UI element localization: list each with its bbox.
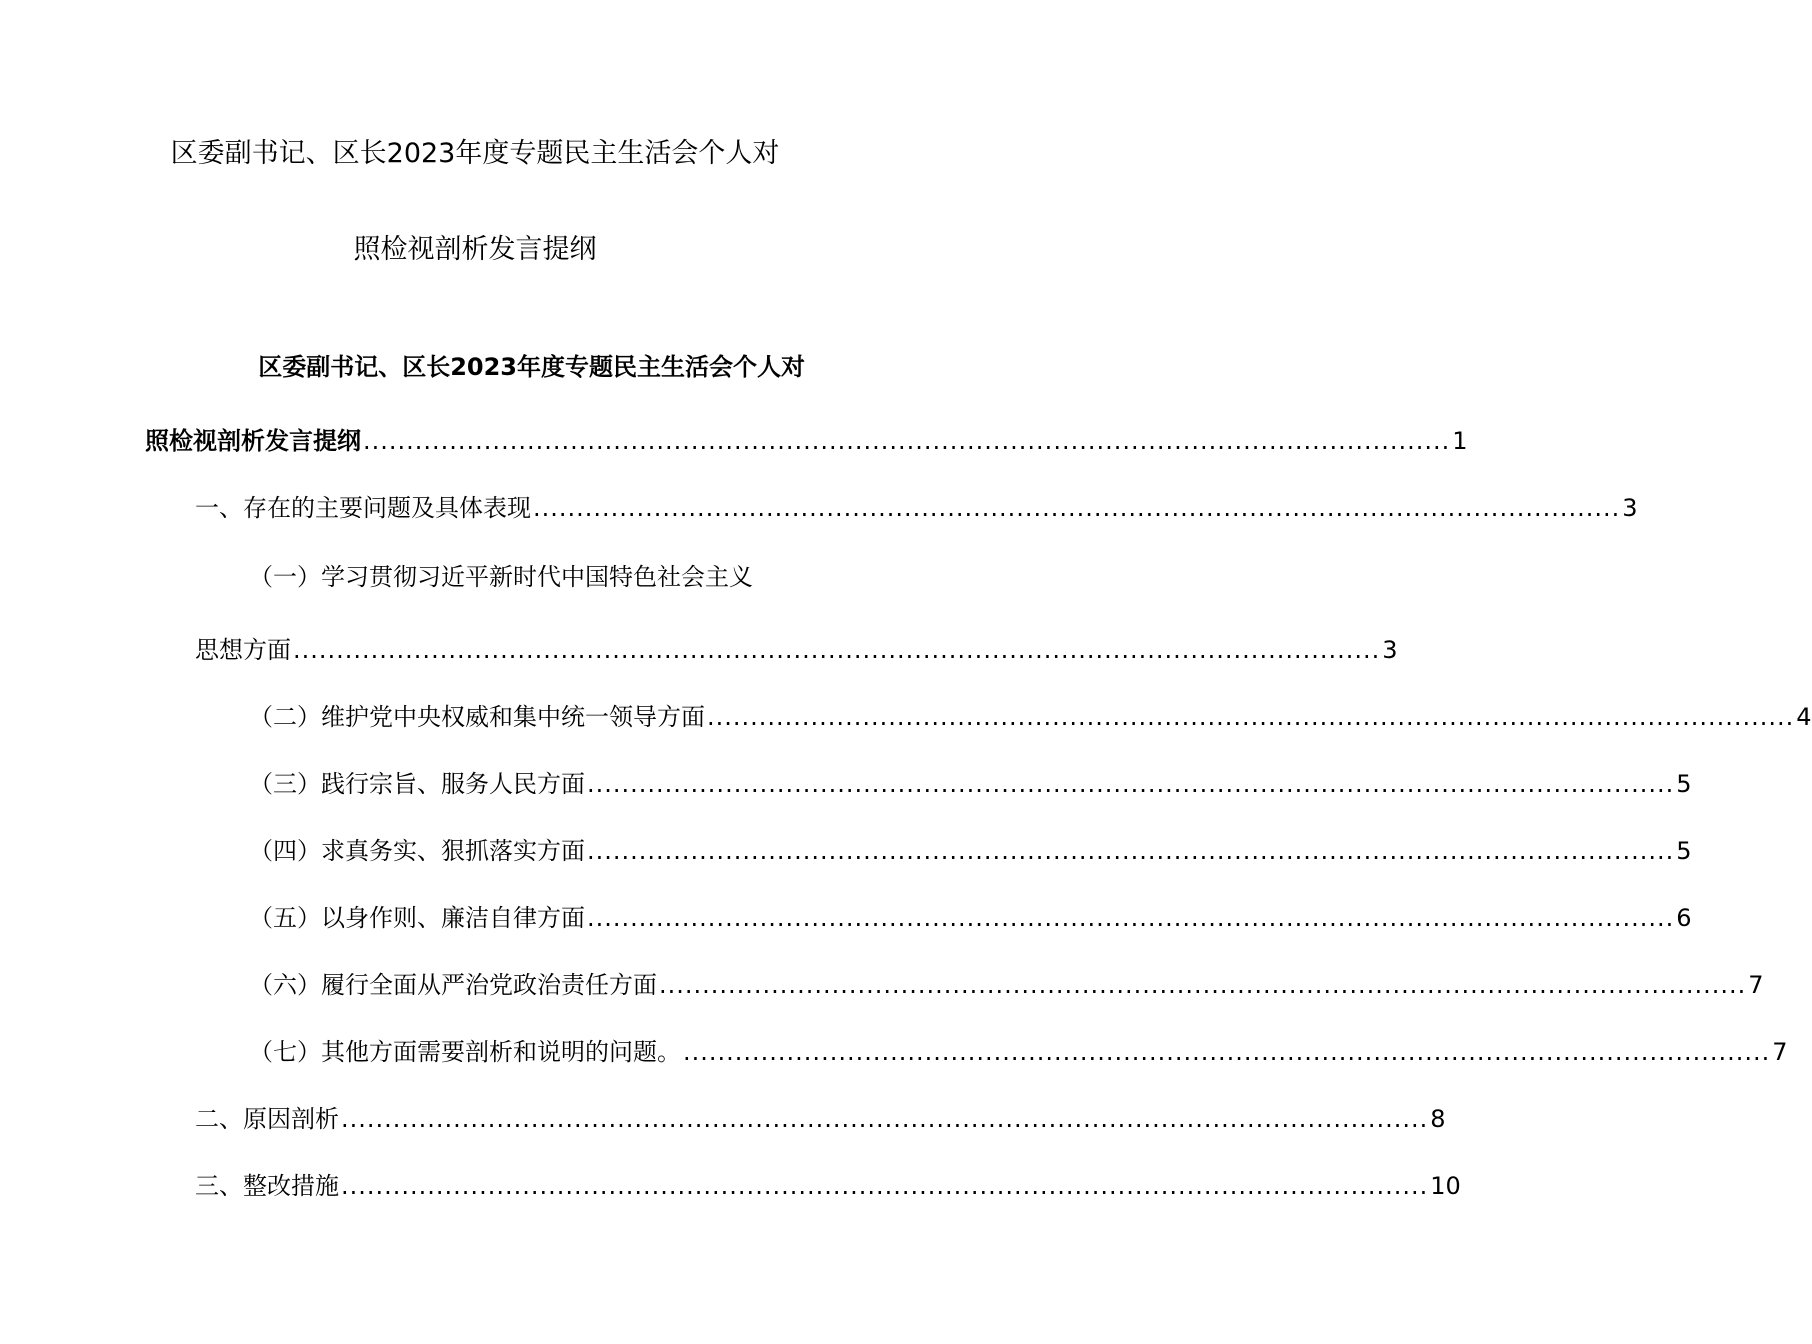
toc-entry-section-1[interactable] (195, 491, 1638, 525)
toc-page-number: 1 (1452, 427, 1468, 455)
toc-entry-label: 思想方面 (195, 636, 291, 664)
toc-leader-dots: .............................................................................................................................. (587, 904, 1675, 932)
toc-page-number: 7 (1748, 971, 1764, 999)
toc-page-number: 3 (1382, 636, 1398, 664)
toc-entry-section-2[interactable] (195, 1102, 1446, 1136)
toc-main-heading-line-2: 照检视剖析发言提纲 (145, 427, 361, 455)
toc-page-number: 4 (1796, 703, 1812, 731)
toc-entry-sub-3[interactable] (249, 767, 1692, 801)
toc-entry-sub-1[interactable] (195, 633, 1398, 667)
toc-leader-dots: .............................................................................................................................. (587, 837, 1675, 865)
toc-entry-sub-5[interactable] (249, 901, 1692, 935)
toc-leader-dots: .............................................................................................................................. (659, 971, 1747, 999)
toc-entry-label: 三、整改措施 (195, 1172, 339, 1200)
toc-page-number: 5 (1676, 770, 1692, 798)
toc-entry-label: （四）求真务实、狠抓落实方面 (249, 837, 585, 865)
toc-entry-label: （七）其他方面需要剖析和说明的问题。 (249, 1038, 681, 1066)
toc-entry-section-3[interactable] (195, 1169, 1461, 1203)
toc-entry-label: （五）以身作则、廉洁自律方面 (249, 904, 585, 932)
toc-leader-dots: .............................................................................................................................. (341, 1105, 1429, 1133)
toc-entry-sub-1-line-1[interactable]: （一）学习贯彻习近平新时代中国特色社会主义 (249, 563, 753, 591)
toc-entry-sub-4[interactable] (249, 834, 1692, 868)
toc-leader-dots: .............................................................................................................................. (363, 427, 1451, 455)
toc-leader-dots: .............................................................................................................................. (533, 494, 1621, 522)
document-title-line-2: 照检视剖析发言提纲 (353, 234, 597, 265)
toc-page-number: 7 (1772, 1038, 1788, 1066)
toc-page-number: 5 (1676, 837, 1692, 865)
toc-entry-label: （六）履行全面从严治党政治责任方面 (249, 971, 657, 999)
toc-main-heading-line-1[interactable]: 区委副书记、区长2023年度专题民主生活会个人对 (258, 353, 805, 381)
toc-page-number: 8 (1430, 1105, 1446, 1133)
toc-main-heading-entry[interactable] (145, 424, 1468, 458)
toc-entry-label: （三）践行宗旨、服务人民方面 (249, 770, 585, 798)
toc-entry-sub-6[interactable] (249, 968, 1764, 1002)
toc-entry-label: 一、存在的主要问题及具体表现 (195, 494, 531, 522)
toc-entry-sub-7[interactable] (249, 1035, 1788, 1069)
toc-leader-dots: .............................................................................................................................. (293, 636, 1381, 664)
toc-entry-sub-2[interactable] (249, 700, 1812, 734)
toc-leader-dots: .............................................................................................................................. (707, 703, 1795, 731)
toc-entry-label: （二）维护党中央权威和集中统一领导方面 (249, 703, 705, 731)
document-title-line-1: 区委副书记、区长2023年度专题民主生活会个人对 (170, 138, 780, 169)
toc-entry-label: 二、原因剖析 (195, 1105, 339, 1133)
toc-leader-dots: .............................................................................................................................. (341, 1172, 1429, 1200)
toc-leader-dots: .............................................................................................................................. (683, 1038, 1771, 1066)
toc-leader-dots: .............................................................................................................................. (587, 770, 1675, 798)
toc-page-number: 10 (1430, 1172, 1461, 1200)
toc-page-number: 6 (1676, 904, 1692, 932)
toc-page-number: 3 (1622, 494, 1638, 522)
